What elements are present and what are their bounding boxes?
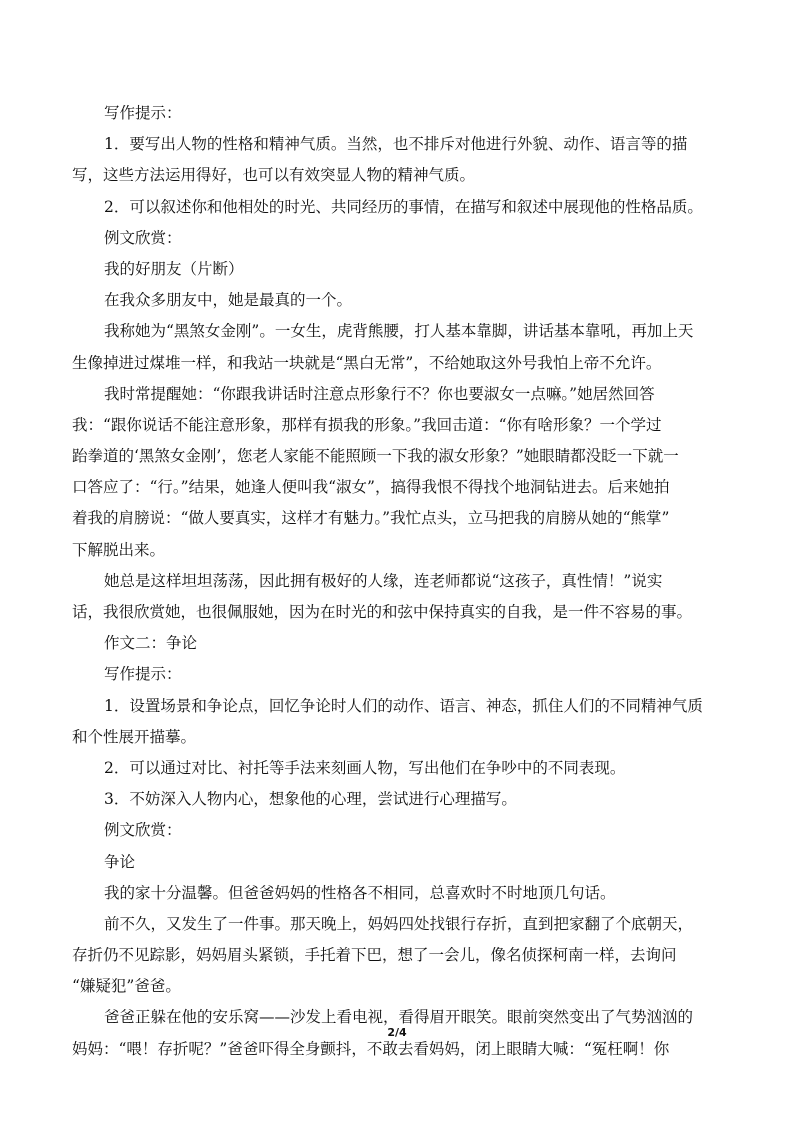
text-line: 写作提示： [104, 104, 182, 122]
text-line: 口答应了：“行。”结果，她逢人便叫我“淑女”，搞得我恨不得找个地洞钻进去。后来她拍 [72, 478, 670, 497]
text-line: 例文欣赏： [104, 821, 182, 840]
text-line: 和个性展开描摹。 [72, 727, 197, 746]
text-line: 我：“跟你说话不能注意形象，那样有损我的形象。”我回击道：“你有啥形象？一个学过 [72, 415, 662, 434]
text-line: 3．不妨深入人物内心，想象他的心理，尝试进行心理描写。 [104, 790, 517, 809]
text-line: 我的家十分温馨。但爸爸妈妈的性格各不相同，总喜欢时不时地顶几句话。 [104, 883, 616, 902]
text-line: 她总是这样坦坦荡荡，因此拥有极好的人缘，连老师都说“这孩子，真性情！”说实 [104, 571, 663, 590]
text-line: 前不久，又发生了一件事。那天晚上，妈妈四处找银行存折，直到把家翻了个底朝天， [104, 914, 694, 933]
section-heading: 作文二：争论 [104, 634, 198, 653]
text-line: 存折仍不见踪影，妈妈眉头紧锁，手托着下巴，想了一会儿，像名侦探柯南一样，去询问 [72, 946, 677, 965]
document-body [72, 98, 718, 1065]
text-line: 爸爸正躲在他的安乐窝——沙发上看电视，看得眉开眼笑。眼前突然变出了气势汹汹的 [104, 1008, 694, 1027]
essay-title: 我的好朋友（片断） [104, 259, 244, 278]
text-line: 例文欣赏： [104, 228, 182, 247]
text-line: 2．可以叙述你和他相处的时光、共同经历的事情，在描写和叙述中展现他的性格品质。 [104, 197, 703, 216]
text-line: 妈妈：“喂！存折呢？”爸爸吓得全身颤抖，不敢去看妈妈，闭上眼睛大喊：“冤枉啊！你 [72, 1039, 670, 1058]
text-line: 写，这些方法运用得好，也可以有效突显人物的精神气质。 [72, 166, 476, 185]
text-line: 在我众多朋友中，她是最真的一个。 [104, 291, 353, 310]
text-line: 跆拳道的‘黑煞女金刚’，您老人家能不能照顾一下我的淑女形象？”她眼睛都没眨一下就一 [72, 447, 679, 466]
text-line: 写作提示： [104, 665, 182, 684]
text-line: 我称她为“黑煞女金刚”。一女生，虎背熊腰，打人基本靠脚，讲话基本靠吼，再加上天 [104, 322, 694, 341]
text-line: 我时常提醒她：“你跟我讲话时注意点形象行不？你也要淑女一点嘛。”她居然回答 [104, 384, 655, 403]
text-line: 1．要写出人物的性格和精神气质。当然，也不排斥对他进行外貌、动作、语言等的描 [104, 135, 688, 154]
text-line: 1．设置场景和争论点，回忆争论时人们的动作、语言、神态，抓住人们的不同精神气质 [104, 696, 703, 715]
essay-title: 争论 [104, 852, 136, 871]
text-line: 话，我很欣赏她，也很佩服她，因为在时光的和弦中保持真实的自我，是一件不容易的事。 [72, 603, 693, 621]
page-number: 2/4 [387, 1026, 407, 1039]
text-line: “嫌疑犯”爸爸。 [72, 977, 181, 996]
text-line: 着我的肩膀说：“做人要真实，这样才有魅力。”我忙点头，立马把我的肩膀从她的“熊掌” [72, 509, 670, 528]
text-line: 生像掉进过煤堆一样，和我站一块就是“黑白无常”，不给她取这外号我怕上帝不允许。 [72, 353, 662, 372]
text-line: 下解脱出来。 [72, 540, 166, 559]
text-line: 2．可以通过对比、衬托等手法来刻画人物，写出他们在争吵中的不同表现。 [104, 758, 626, 777]
